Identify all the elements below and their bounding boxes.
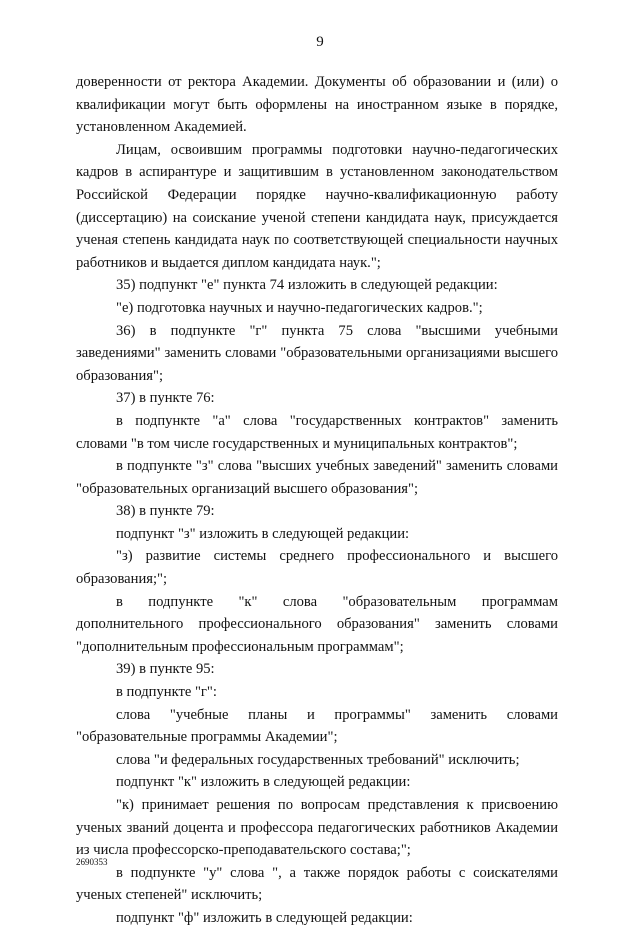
paragraph-item-37-z: в подпункте "з" слова "высших учебных заведений" заменить словами "образовательных организаций высшего образования"; [76,458,558,497]
paragraph-candidate-degree: Лицам, освоившим программы подготовки научно-педагогических кадров в аспирантуре и защитившим в установленном законодательством Российской Федерации порядке научно-квалификационную работу (диссертацию) на соискание ученой степени кандидата наук, присуждается ученая степень кандидата наук по соответствующей специальности научных работников и выдается диплом кандидата наук."; [76,141,558,271]
document-code: 2690353 [76,857,108,867]
paragraph-item-37-a: в подпункте "а" слова "государственных контрактов" заменить словами "в том числе государственных и муниципальных контрактов"; [76,412,558,452]
paragraph-item-38-k: в подпункте "к" слова "образовательным программам дополнительного профессионального образования" заменить словами "дополнительным профессиональным программам"; [76,593,558,655]
paragraph-item-36: 36) в подпункте "г" пункта 75 слова "высшими учебными заведениями" заменить словами "образовательными организациями высшего образования"; [76,322,558,384]
paragraph-item-39-g-plans: слова "учебные планы и программы" заменить словами "образовательные программы Академии"; [76,706,558,746]
paragraph-item-39-k: подпункт "к" изложить в следующей редакции: [116,774,411,791]
document-body [76,71,558,930]
paragraph-item-35: 35) подпункт "е" пункта 74 изложить в следующей редакции: [116,277,498,294]
paragraph-item-37: 37) в пункте 76: [116,390,215,407]
paragraph-item-39-f: подпункт "ф" изложить в следующей редакции: [116,909,413,926]
page-number: 9 [316,34,324,50]
paragraph-item-38-z-text: "з) развитие системы среднего профессионального и высшего образования;"; [76,548,558,588]
paragraph-item-38-z: подпункт "з" изложить в следующей редакции: [116,525,410,542]
paragraph-item-39-k-text: "к) принимает решения по вопросам представления к присвоению ученых званий доцента и профессора педагогических работников Академии из числа профессорско-преподавательского состава;"; [76,797,558,859]
paragraph-item-38: 38) в пункте 79: [116,503,215,520]
paragraph-item-39: 39) в пункте 95: [116,661,215,678]
paragraph-continuation: доверенности от ректора Академии. Документы об образовании и (или) о квалификации могут быть оформлены на иностранном языке в порядке, установленном Академией. [76,74,558,136]
paragraph-item-39-u: в подпункте "у" слова ", а также порядок работы с соискателями ученых степеней" исключить; [76,864,558,904]
paragraph-item-39-g: в подпункте "г": [116,684,217,701]
paragraph-item-39-g-requirements: слова "и федеральных государственных требований" исключить; [116,751,520,768]
paragraph-item-35-text: "е) подготовка научных и научно-педагогических кадров."; [116,299,483,316]
